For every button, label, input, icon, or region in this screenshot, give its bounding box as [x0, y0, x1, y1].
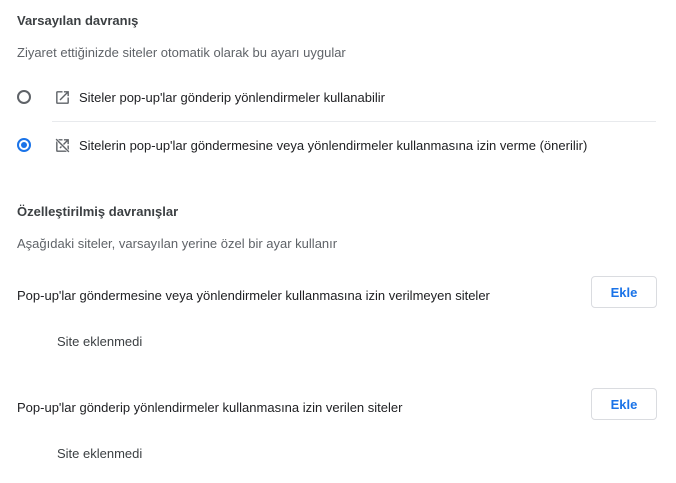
blocked-sites-empty: Site eklenmedi	[57, 334, 143, 349]
default-behavior-title: Varsayılan davranış	[17, 13, 139, 28]
open-in-new-off-icon	[54, 137, 71, 154]
radio-option-allow[interactable]	[17, 89, 657, 107]
radio-option-block-label: Sitelerin pop-up'lar göndermesine veya yönlendirmeler kullanmasına izin verme (önerilir)	[79, 138, 588, 153]
allowed-sites-empty: Site eklenmedi	[57, 446, 143, 461]
blocked-sites-label: Pop-up'lar göndermesine veya yönlendirmeler kullanmasına izin verilmeyen siteler	[17, 288, 490, 303]
option-divider	[52, 121, 656, 122]
allowed-sites-label: Pop-up'lar gönderip yönlendirmeler kullanmasına izin verilen siteler	[17, 400, 403, 415]
open-in-new-icon	[54, 89, 71, 106]
add-blocked-site-button[interactable]: Ekle	[591, 276, 657, 308]
add-allowed-site-button[interactable]: Ekle	[591, 388, 657, 420]
radio-option-block[interactable]	[17, 137, 657, 155]
radio-button-block[interactable]	[17, 138, 31, 152]
custom-behavior-title: Özelleştirilmiş davranışlar	[17, 204, 179, 219]
radio-option-allow-label: Siteler pop-up'lar gönderip yönlendirmeler kullanabilir	[79, 90, 385, 105]
custom-behavior-description: Aşağıdaki siteler, varsayılan yerine özel bir ayar kullanır	[17, 236, 338, 251]
default-behavior-description: Ziyaret ettiğinizde siteler otomatik olarak bu ayarı uygular	[17, 45, 346, 60]
radio-button-allow[interactable]	[17, 90, 31, 104]
